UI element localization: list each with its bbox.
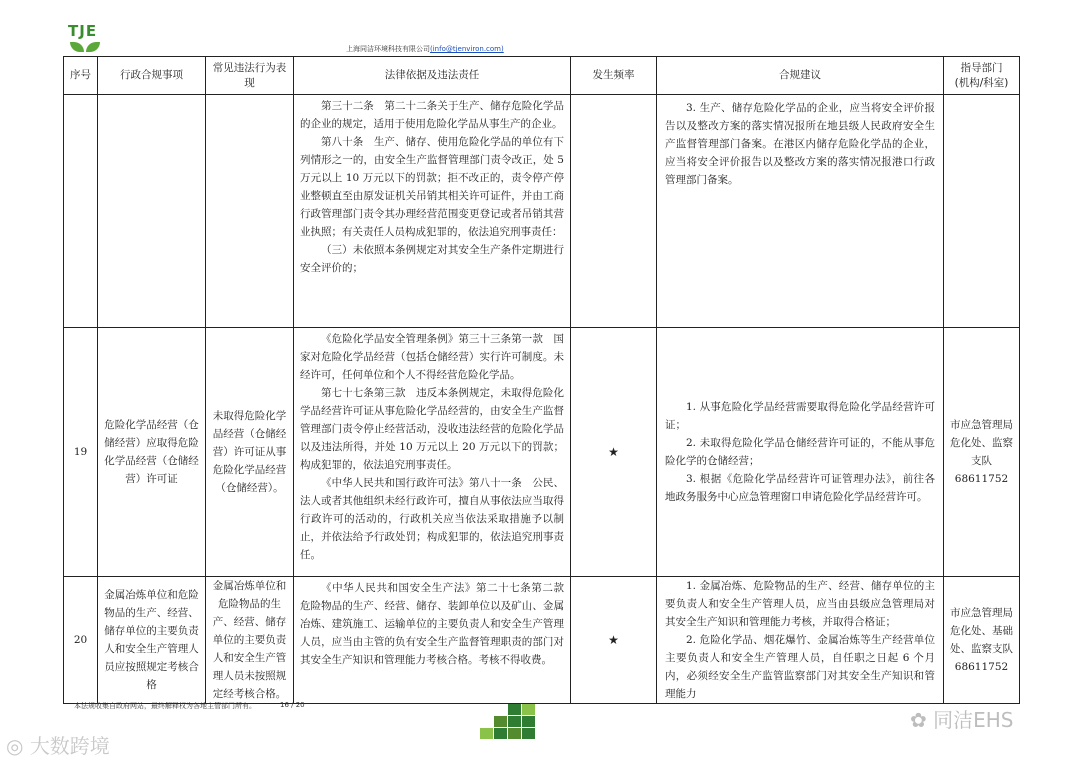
col-header-dept [944,57,1020,95]
row-item: 金属冶炼单位和危险物品的生产、经营、储存单位的主要负责人和安全生产管理人员应按照规定考核合格 [98,577,206,704]
col-header-no: 序号 [64,57,98,95]
row-basis [294,577,575,704]
row-advice [657,577,944,704]
row-behavior: 金属冶炼单位和危险物品的生产、经营、储存单位的主要负责人和安全生产管理人员未按照规定经考核合格。 [206,577,294,704]
basis-paragraph: 《危险化学品安全管理条例》第三十三条第一款 国家对危险化学品经营（包括仓储经营）实行许可制度。未经许可，任何单位和个人不得经营危险化学品。 [300,333,564,381]
col-header-frequency: 发生频率 [571,57,657,95]
company-name: 上海同洁环境科技有限公司 [346,45,430,53]
basis-paragraph: 第三十二条 第二十二条关于生产、储存危险化学品的企业的规定，适用于使用危险化学品从事生产的企业。 [300,100,564,130]
basis-paragraph: 《中华人民共和国行政许可法》第八十一条 公民、法人或者其他组织未经行政许可，擅自从事依法应当取得行政许可的活动的，行政机关应当依法采取措施予以制止，并依法给予行政处罚；构成犯罪的，依法追究刑事责任。 [300,477,564,561]
table-header-row [64,57,1020,95]
watermark-text: 大数跨境 [29,734,110,758]
basis-paragraph: （三）未依照本条例规定对其安全生产条件定期进行安全评价的； [300,244,564,274]
table-row [64,577,1020,704]
basis-paragraph: 第七十七条第三款 违反本条例规定，未取得危险化学品经营许可证从事危险化学品经营的，由安全生产监督管理部门责令停止经营活动，没收违法经营的危险化学品以及违法所得，并处 10 万元以上 20 万元以下的罚款；构成犯罪的，依法追究刑事责任。 [300,387,564,471]
row-frequency [571,95,657,328]
col-header-basis: 法律依据及违法责任 [294,57,571,95]
green-squares-decoration [478,700,548,740]
compliance-table [63,56,1020,704]
company-header [346,44,504,54]
col-header-dept-line2: (机构/科室) [954,76,1009,89]
footer-note: 本法规收集自政府网站，最终解释权为各地主管部门所有。 [74,702,256,710]
company-email-link[interactable]: (info@tjenviron.com) [430,45,504,53]
row-basis [294,328,571,577]
logo-text: TJE [68,22,98,40]
frequency-star: ★ [571,577,657,704]
logo-mark-icon: ◎ [6,734,24,758]
leaf-icon [70,42,84,52]
advice-paragraph: 2. 危险化学品、烟花爆竹、金属冶炼等生产经营单位主要负责人和安全生产管理人员，自任职之日起 6 个月内，必须经安全生产监管监察部门对其安全生产知识和管理能力 [665,634,935,700]
row-dept: 市应急管理局危化处、监察支队 68611752 [944,328,1020,577]
row-basis [294,95,571,328]
advice-paragraph: 1. 从事危险化学品经营需要取得危险化学品经营许可证； [665,401,935,431]
row-item: 危险化学品经营（仓储经营）应取得危险化学品经营（仓储经营）许可证 [98,328,206,577]
table-row [64,328,1020,577]
wechat-icon: ✿ [910,708,927,732]
page-number: 16 / 20 [280,701,305,709]
row-no: 19 [64,328,98,577]
watermark-text: 同洁EHS [933,708,1014,732]
wechat-watermark [910,704,1014,733]
row-advice [657,95,944,328]
frequency-star: ★ [571,328,657,577]
row-behavior: 未取得危险化学品经营（仓储经营）许可证从事危险化学品经营（仓储经营）。 [206,328,294,577]
row-advice [657,328,944,577]
advice-paragraph: 3. 生产、储存危险化学品的企业，应当将安全评价报告以及整改方案的落实情况报所在地县级人民政府安全生产监督管理部门备案。在港区内储存危险化学品的企业，应当将安全评价报告以及整改方案的落实情况报港口行政管理部门备案。 [665,102,935,186]
corner-watermark [6,730,110,759]
row-no: 20 [64,577,98,704]
advice-paragraph: 3. 根据《危险化学品经营许可证管理办法》，前往各地政务服务中心应急管理窗口申请危险化学品经营许可。 [665,473,935,503]
col-header-advice: 合规建议 [657,57,944,95]
row-dept: 市应急管理局危化处、基础处、监察支队 68611752 [944,577,1020,704]
row-no [64,95,98,328]
col-header-behavior: 常见违法行为表现 [206,57,294,95]
col-header-item: 行政合规事项 [98,57,206,95]
row-dept [944,95,1020,328]
row-item [98,95,206,328]
advice-paragraph: 2. 未取得危险化学品仓储经营许可证的，不能从事危险化学的仓储经营； [665,437,935,467]
basis-paragraph: 《中华人民共和国安全生产法》第二十七条第二款 危险物品的生产、经营、储存、装卸单位以及矿山、金属冶炼、建筑施工、运输单位的主要负责人和安全生产管理人员，应当由主管的负有安全生产监督管理职责的部门对其安全生产知识和管理能力考核合格。考核不得收费。 [300,582,575,666]
row-behavior [206,95,294,328]
company-logo [64,22,106,56]
col-header-dept-line1: 指导部门 [960,61,1003,74]
table-row [64,95,1020,328]
basis-paragraph: 第八十条 生产、储存、使用危险化学品的单位有下列情形之一的，由安全生产监督管理部门责令改正，处 5 万元以上 10 万元以下的罚款；拒不改正的，责令停产停业整顿直至由原发证机关吊销其相关许可证件，并由工商行政管理部门责令其办理经营范围变更登记或者吊销其营业执照；有关责任人员构成犯罪的，依法追究刑事责任： [300,136,564,238]
advice-paragraph: 1. 金属冶炼、危险物品的生产、经营、储存单位的主要负责人和安全生产管理人员，应当由县级应急管理局对其安全生产知识和管理能力考核，并取得合格证； [665,580,935,628]
leaf-icon [86,42,100,52]
